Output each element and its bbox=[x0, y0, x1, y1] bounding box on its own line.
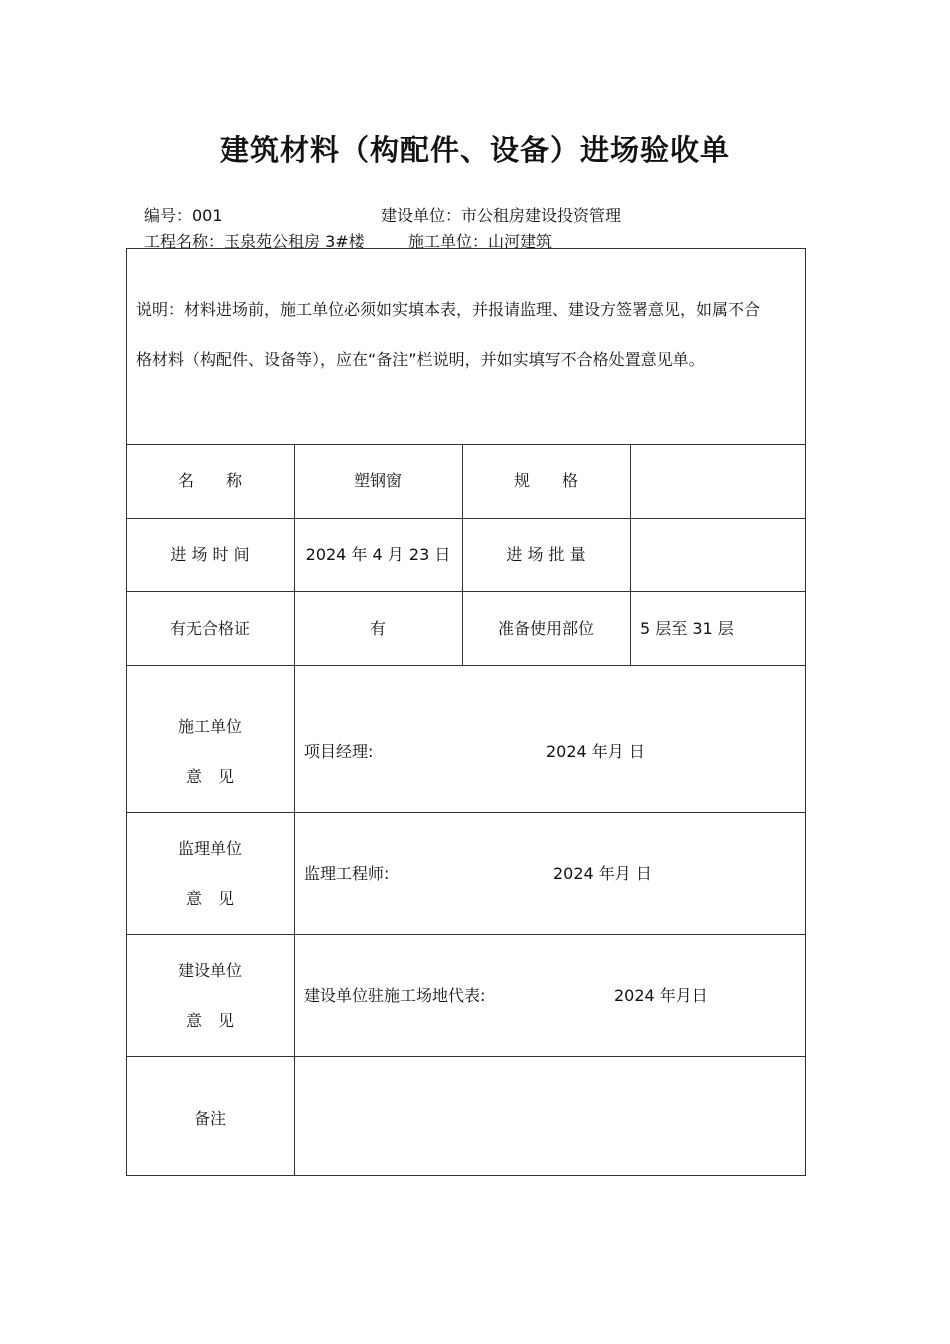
name-value: 塑钢窗 bbox=[353, 471, 402, 490]
project-manager-sign: 项目经理: bbox=[304, 742, 374, 761]
note-line-2: 格材料（构配件、设备等），应在“备注”栏说明，并如实填写不合格处置意见单。 bbox=[136, 350, 705, 369]
cert-label: 有无合格证 bbox=[169, 619, 250, 638]
table-rule bbox=[126, 591, 806, 592]
project-name: 工程名称：玉泉苑公租房 3#楼 bbox=[144, 232, 365, 251]
table-rule bbox=[126, 934, 806, 935]
form-title: 建筑材料（构配件、设备）进场验收单 bbox=[219, 133, 730, 167]
owner-representative-sign: 建设单位驻施工场地代表: bbox=[304, 986, 486, 1005]
supervisor-opinion-label: 监理单位 bbox=[177, 839, 242, 858]
name-label: 名 称 bbox=[177, 471, 242, 490]
remark-label: 备注 bbox=[193, 1109, 226, 1128]
contractor-unit: 施工单位：山河建筑 bbox=[408, 232, 553, 251]
owner-date: 2024 年月日 bbox=[614, 986, 708, 1005]
cert-value: 有 bbox=[369, 619, 386, 638]
table-rule bbox=[126, 518, 806, 519]
contractor-opinion-label: 施工单位 bbox=[177, 717, 242, 736]
owner-opinion-label-2: 意 见 bbox=[185, 1011, 234, 1030]
table-rule bbox=[126, 665, 806, 666]
acceptance-table bbox=[126, 248, 806, 1176]
table-rule bbox=[126, 1056, 806, 1057]
batch-label: 进 场 批 量 bbox=[506, 545, 586, 564]
entry-time-label: 进 场 时 间 bbox=[170, 545, 250, 564]
supervisor-opinion-label-2: 意 见 bbox=[185, 889, 234, 908]
supervisor-date: 2024 年月 日 bbox=[553, 864, 652, 883]
table-rule bbox=[126, 812, 806, 813]
table-rule bbox=[630, 444, 631, 665]
entry-time-value: 2024 年 4 月 23 日 bbox=[305, 545, 451, 564]
supervisor-engineer-sign: 监理工程师: bbox=[304, 864, 390, 883]
table-rule bbox=[126, 444, 806, 445]
owner-opinion-label: 建设单位 bbox=[177, 961, 242, 980]
contractor-opinion-label-2: 意 见 bbox=[185, 767, 234, 786]
usage-label: 准备使用部位 bbox=[497, 619, 594, 638]
builder-unit: 建设单位：市公租房建设投资管理 bbox=[381, 206, 622, 225]
form-number: 编号：001 bbox=[144, 206, 223, 225]
note-line-1: 说明：材料进场前，施工单位必须如实填本表，并报请监理、建设方签署意见，如属不合 bbox=[136, 300, 761, 319]
usage-value: 5 层至 31 层 bbox=[640, 619, 734, 638]
contractor-date: 2024 年月 日 bbox=[546, 742, 645, 761]
spec-label: 规 格 bbox=[513, 471, 578, 490]
